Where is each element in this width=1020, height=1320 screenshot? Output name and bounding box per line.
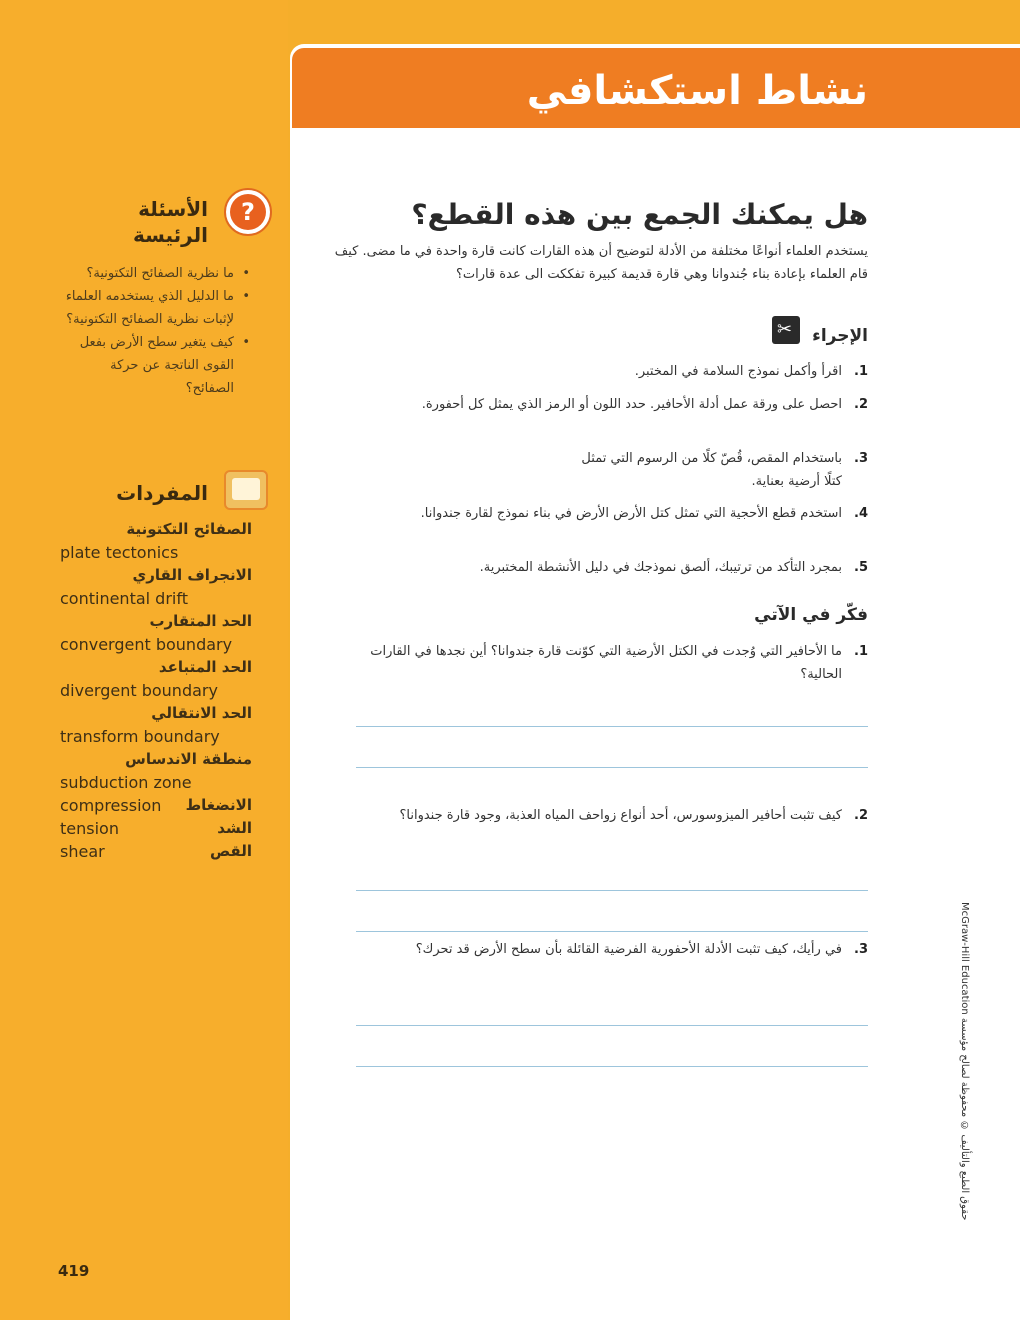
- question-number: 1.: [854, 644, 868, 659]
- procedure-step: [340, 556, 868, 579]
- vocab-pair: [60, 817, 252, 840]
- vocab-term-arabic: الحد الانتقالي: [151, 704, 252, 722]
- intro-paragraph: يستخدم العلماء أنواعًا مختلفة من الأدلة لتوضيح أن هذه القارات كانت قارة واحدة في ما مضى. كيف قام العلماء بإعادة بناء جُندوانا وهي قارة قديمة كبيرة تفككت الى عدة قارات؟: [334, 244, 868, 282]
- vocab-term-arabic: الشد: [217, 819, 252, 837]
- page-number: 419: [58, 1262, 90, 1280]
- question-text: ما الأحافير التي وُجدت في الكتل الأرضية التي كوّنت قارة جندوانا؟ أين نجدها في القارات الحالية؟: [370, 644, 842, 682]
- answer-line[interactable]: [356, 726, 868, 727]
- step-text: استخدم قطع الأحجية التي تمثل كتل الأرض الأرض في بناء نموذج لقارة جندوانا.: [420, 506, 842, 521]
- key-questions-heading: الأسئلة الرئيسة: [133, 197, 208, 247]
- question-number: 2.: [854, 808, 868, 823]
- think-question: [370, 804, 868, 827]
- step-number: 2.: [854, 397, 868, 412]
- think-question: [360, 938, 868, 961]
- vocab-term-english: convergent boundary: [60, 635, 233, 654]
- step-text: اقرأ وأكمل نموذج السلامة في المختبر.: [634, 364, 842, 379]
- procedure-step: [340, 360, 868, 383]
- vocab-term-english: plate tectonics: [60, 543, 179, 562]
- key-questions-list: [60, 262, 250, 400]
- vocab-term-arabic: الحد المتقارب: [149, 612, 252, 630]
- scissors-icon: [772, 316, 800, 344]
- vocab-pair: [60, 840, 252, 863]
- answer-line[interactable]: [356, 890, 868, 891]
- step-number: 1.: [854, 364, 868, 379]
- step-text: احصل على ورقة عمل أدلة الأحافير. حدد اللون أو الرمز الذي يمثل كل أحفورة.: [421, 397, 842, 412]
- think-question: [360, 640, 868, 686]
- procedure-step: [340, 502, 868, 525]
- banner-title: نشاط استكشافي: [526, 68, 868, 114]
- vocab-term-english: tension: [60, 819, 119, 838]
- key-question: • ما الدليل الذي يستخدمه العلماء لإثبات نظرية الصفائح التكتونية؟: [60, 285, 250, 331]
- vocab-term-arabic: الصفائح التكتونية: [126, 520, 252, 538]
- copyright-note: حقوق الطبع والتأليف © محفوظة لصالح مؤسسة McGraw-Hill Education: [959, 901, 970, 1220]
- vocabulary-heading: المفردات: [116, 481, 208, 505]
- procedure-heading: الإجراء: [812, 326, 868, 346]
- question-text: في رأيك، كيف تثبت الأدلة الأحفورية الفرضية القائلة بأن سطح الأرض قد تحرك؟: [415, 942, 842, 957]
- step-number: 4.: [854, 506, 868, 521]
- answer-line[interactable]: [356, 1066, 868, 1067]
- vocab-term-english: subduction zone: [60, 773, 192, 792]
- vocab-term-arabic: الانضغاط: [185, 796, 252, 814]
- vocab-term-english: transform boundary: [60, 727, 220, 746]
- step-number: 5.: [854, 560, 868, 575]
- question-number: 3.: [854, 942, 868, 957]
- step-text: بمجرد التأكد من ترتيبك، ألصق نموذجك في دليل الأنشطة المختبرية.: [479, 560, 842, 575]
- answer-line[interactable]: [356, 931, 868, 932]
- vocab-term-arabic: القص: [209, 842, 252, 860]
- question-mark-icon: ?: [224, 188, 272, 236]
- answer-line[interactable]: [356, 1025, 868, 1026]
- procedure-step: [580, 447, 868, 493]
- vocab-term-arabic: الحد المتباعد: [158, 658, 252, 676]
- vocab-term-arabic: منطقة الاندساس: [125, 750, 252, 768]
- vocab-term-arabic: الانجراف القاري: [132, 566, 252, 584]
- vocab-term-english: compression: [60, 796, 162, 815]
- vocabulary-list: [60, 518, 252, 863]
- procedure-step: [340, 393, 868, 416]
- step-number: 3.: [854, 451, 868, 466]
- key-question: • كيف يتغير سطح الأرض بفعل القوى الناتجة عن حركة الصفائح؟: [60, 331, 250, 400]
- vocabulary-icon: [224, 470, 268, 510]
- vocab-pair: [60, 794, 252, 817]
- vocab-term-english: divergent boundary: [60, 681, 218, 700]
- key-question: • ما نظرية الصفائح التكتونية؟: [60, 262, 250, 285]
- activity-title: هل يمكنك الجمع بين هذه القطع؟: [411, 198, 868, 231]
- question-text: كيف تثبت أحافير الميزوسورس، أحد أنواع زواحف المياه العذبة، وجود قارة جندوانا؟: [399, 808, 842, 823]
- think-heading: فكّر في الآتي: [754, 605, 868, 625]
- vocab-term-english: continental drift: [60, 589, 188, 608]
- vocab-term-english: shear: [60, 842, 105, 861]
- answer-line[interactable]: [356, 767, 868, 768]
- step-text: باستخدام المقص، قُصّ كلًا من الرسوم التي تمثل كتلًا أرضية بعناية.: [581, 451, 842, 489]
